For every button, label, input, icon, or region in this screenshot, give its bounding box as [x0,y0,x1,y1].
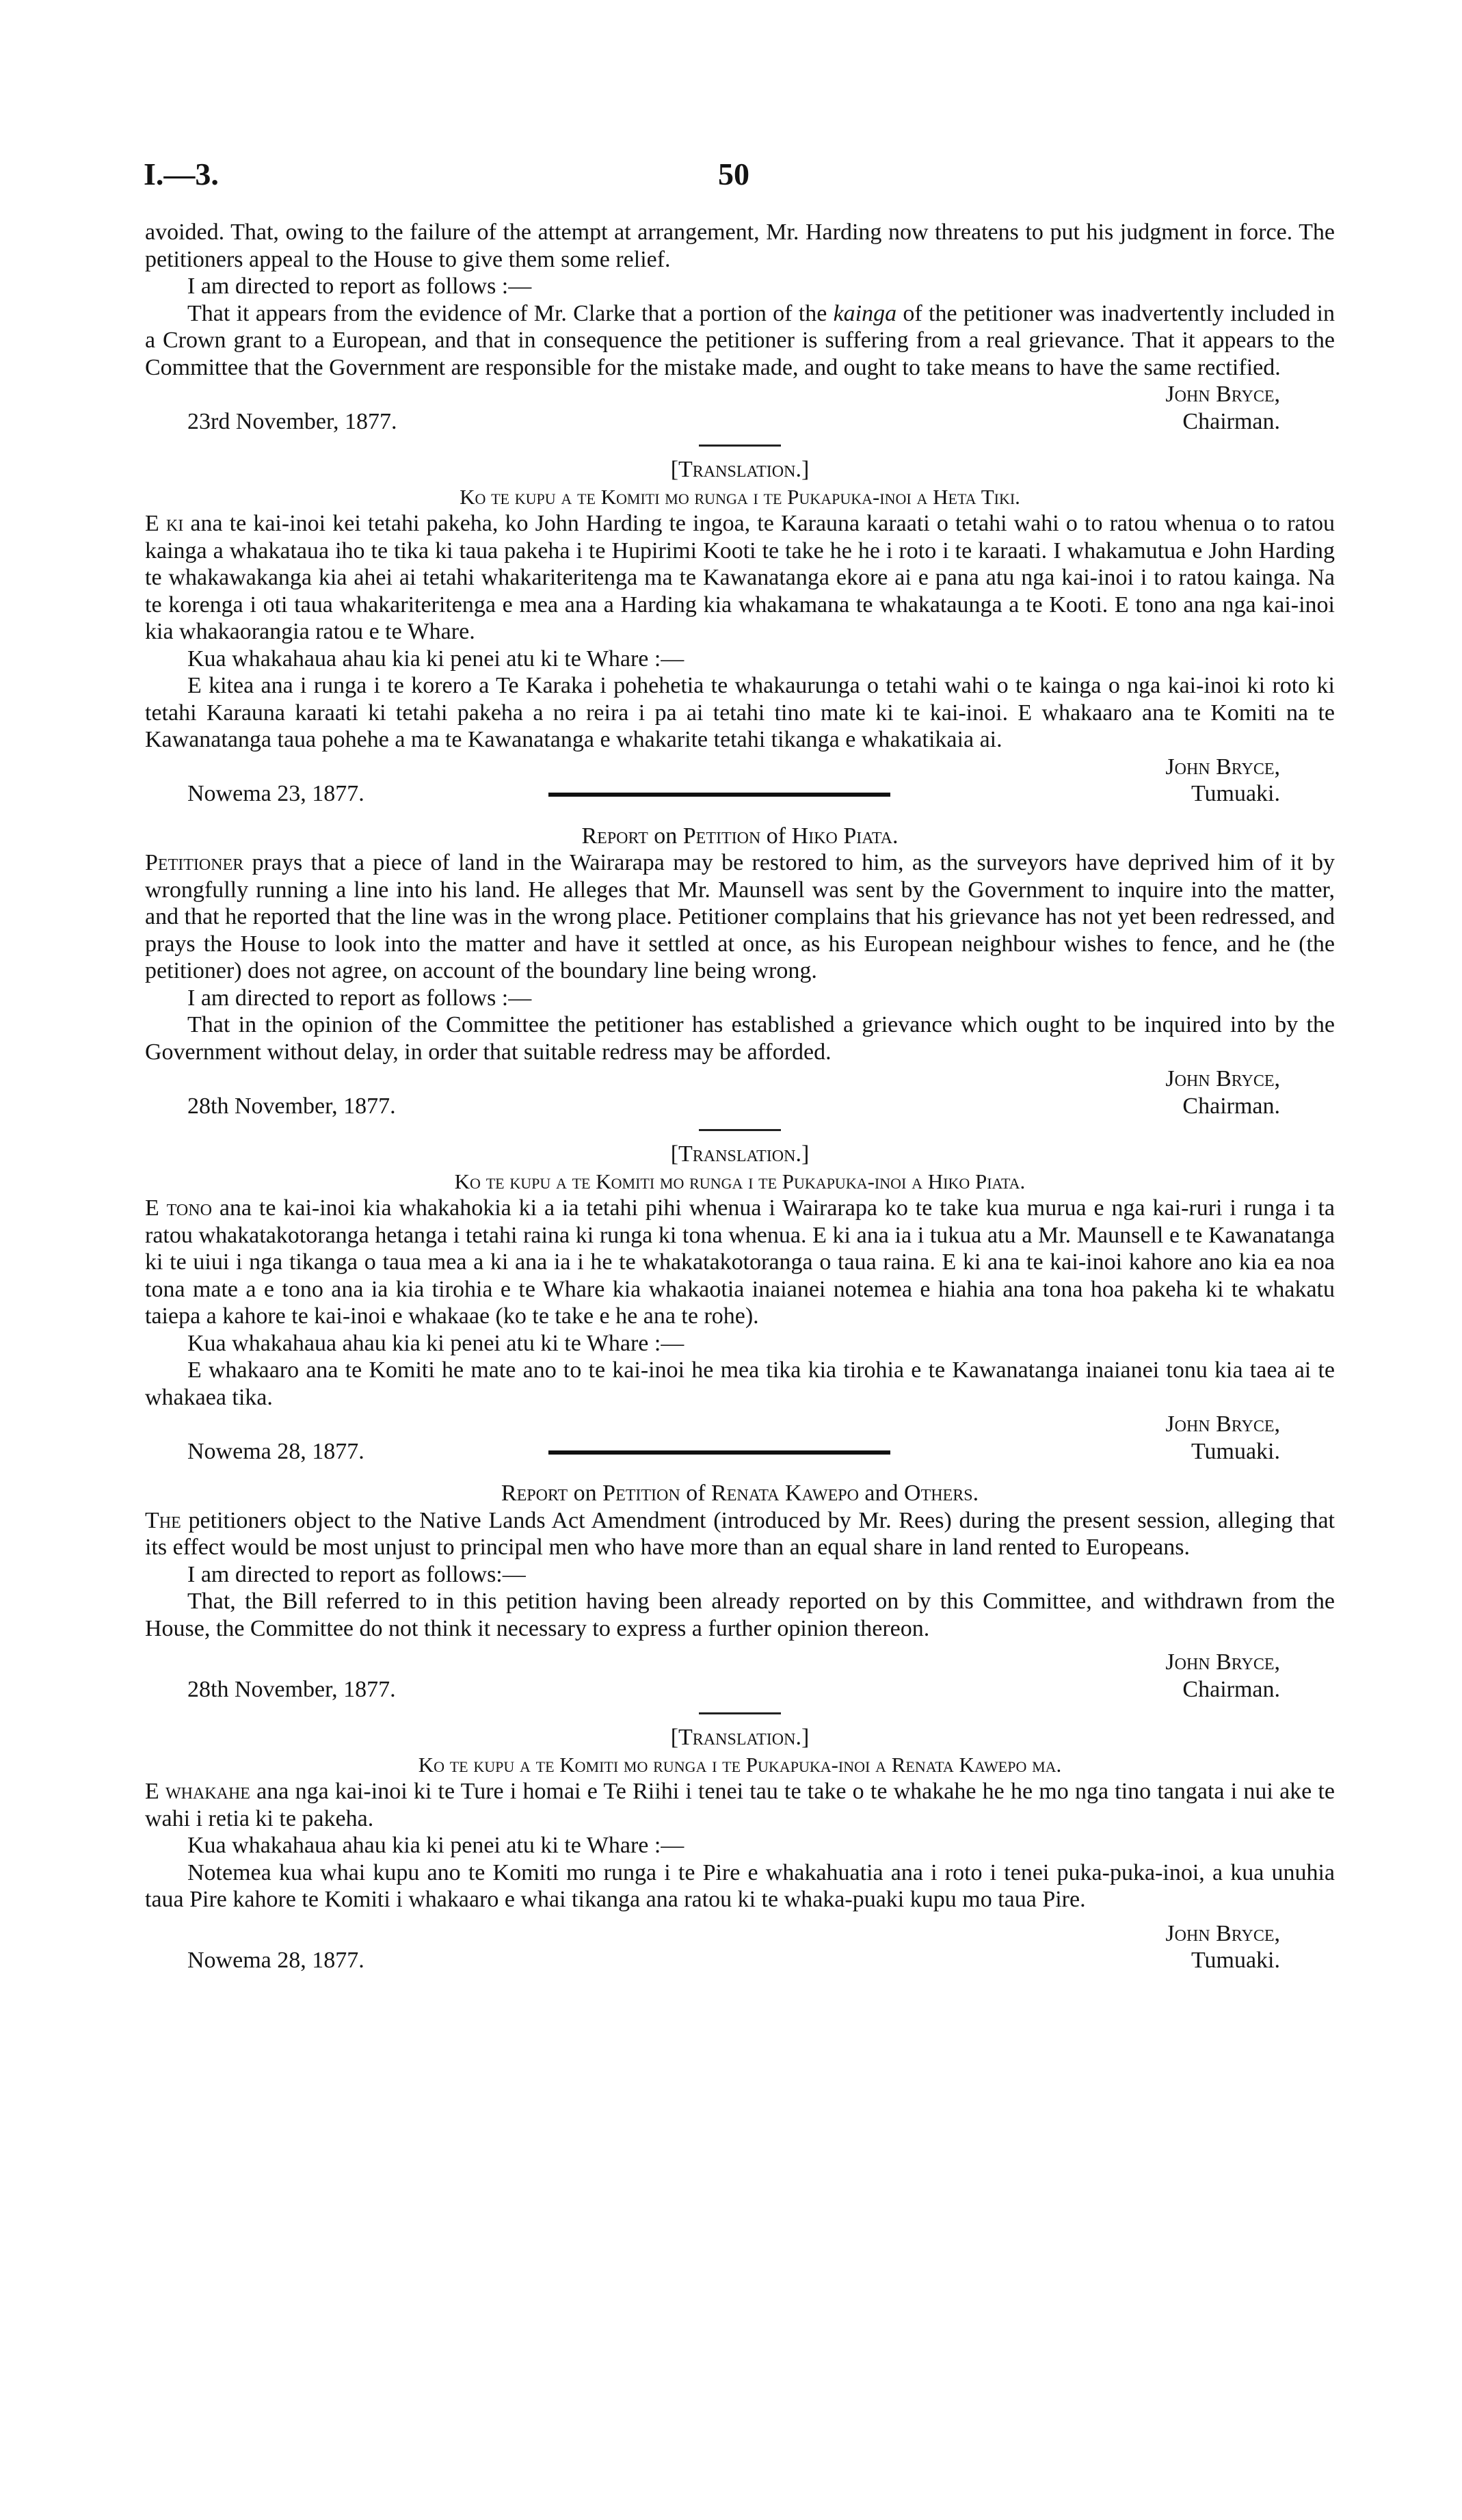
sec4-finding: E whakaaro ana te Komiti he mate ano to te kai-inoi he mea tika kia tirohia e te Kawanatanga inaianei tonu kia taea ai te whakaea tika. [145,1357,1335,1410]
report-date: Nowema 28, 1877. [187,1438,364,1464]
report-date: 23rd November, 1877. [187,408,397,434]
sec6-finding: Notemea kua whai kupu ano te Komiti mo runga i te Pire e whakahuatia ana i roto i tenei puka-puka-inoi, a kua unuhia taua Pire kahore te Komiti i whakaaro e whai tikanga ana ratou ki te whaka-puaki kupu mo taua Pire. [145,1859,1335,1912]
sec3-para: Petitioner prays that a piece of land in the Wairarapa may be restored to him, as the surveyors have deprived him of it by wrongfully running a line into his land. He alleges that Mr. Maunsell was sent by the Government to inquire into the matter, and that he reported that the line was in the wrong place. Petitioner complains that his grievance has not yet been redressed, and prays the House to look into the matter and have it settled at once, as his European neighbour wishes to fence, and he (the petitioner) does not agree, on account of the boundary line being wrong. [145,850,1335,983]
sec4-para: E tono ana te kai-inoi kia whakahokia ki a ia tetahi pihi whenua i Wairarapa ko te take kua murua e nga kai-ruri i runga i ta ratou whakatakotoranga hetanga i tetahi raina ki runga ki tona whenua. E ki ana ia i tukua atu a Mr. Maunsell e te Kawanatanga ki te uiui i nga tikanga o taua mea a ki ana ia i he te whakatakotoranga o taua raina. E ki ana te kai-inoi kahore ano kia ea noa tona mate a e tono ana ia kia tirohia e te Whare kia whakaotia inaianei notemea e hiahia ana tona hoa pakeha ki te whakatu taiepa a kahore te kai-inoi e whakaae (ko te take e he ana te rohe). [145,1195,1335,1329]
sec1-finding: That it appears from the evidence of Mr. Clarke that a portion of the kainga of the petitioner was inadvertently included in a Crown grant to a European, and that in consequence the petitioner is suffering from a real grievance. That it appears to the Committee that the Government are responsible for the mistake made, and ought to take means to have the same rectified. [145,300,1335,380]
parliamentary-paper-ref: I.—3. [144,157,219,191]
signatory-role: Chairman. [1182,1676,1280,1702]
section-divider-short [699,1712,781,1714]
signature: John Bryce, [1165,1066,1280,1091]
sec4-directed: Kua whakahaua ahau kia ki penei atu ki te Whare :— [187,1330,685,1356]
translation-heading: Ko te kupu a te Komiti mo runga i te Pukapuka-inoi a Heta Tiki. [460,484,1020,509]
sec2-finding: E kitea ana i runga i te korero a Te Karaka i pohehetia te whakaurunga o tetahi wahi o te kainga o nga kai-inoi ki roto ki tetahi Karauna karaati ki tetahi pakeha a no reira i pa ai tetahi tino mate ki te kai-inoi. E whakaaro ana te Komiti na te Kawanatanga taua pohehe a ma te Kawanatanga e whakarite tetahi tikanga e whakatikaia ai. [145,673,1335,752]
sec3-finding: That in the opinion of the Committee the petitioner has established a grievance which ought to be inquired into by the Government without delay, in order that suitable redress may be afforded. [145,1012,1335,1065]
sec1-para: avoided. That, owing to the failure of the attempt at arrangement, Mr. Harding now threatens to put his judgment in force. The petitioners appeal to the House to give them some relief. [145,220,1335,272]
sec2-directed: Kua whakahaua ahau kia ki penei atu ki te Whare :— [187,646,685,672]
sec3-directed: I am directed to report as follows :— [187,985,532,1011]
translation-heading: Ko te kupu a te Komiti mo runga i te Pukapuka-inoi a Renata Kawepo ma. [418,1752,1062,1777]
sec4-signature-row [145,1411,1335,1438]
sec3-date-row [145,1093,1335,1120]
report-title: Report on Petition of Hiko Piata. [581,823,899,849]
translation-heading: Ko te kupu a te Komiti mo runga i te Pukapuka-inoi a Hiko Piata. [454,1169,1026,1193]
sec5-date-row [145,1676,1335,1703]
report-date: Nowema 28, 1877. [187,1948,364,1973]
page-number: 50 [718,157,749,191]
section-divider-short [699,1129,781,1131]
sec1-directed: I am directed to report as follows :— [187,274,532,299]
signatory-role: Chairman. [1182,1093,1280,1119]
report-date: Nowema 23, 1877. [187,781,364,806]
signature: John Bryce, [1165,1920,1280,1946]
signature: John Bryce, [1165,754,1280,780]
sec5-signature-row [145,1649,1335,1676]
sec6-date-row [145,1947,1335,1974]
signatory-role: Tumuaki. [1191,1438,1280,1464]
section-divider-short [699,445,781,447]
translation-label: [Translation.] [670,457,810,482]
section-divider-long [548,1450,890,1455]
sec1-date-row [145,408,1335,436]
sec6-signature-row [145,1920,1335,1948]
signature: John Bryce, [1165,1411,1280,1437]
signature: John Bryce, [1165,1649,1280,1675]
signatory-role: Chairman. [1182,408,1280,434]
kainga-term: kainga [833,300,897,326]
sec5-directed: I am directed to report as follows:— [187,1561,526,1587]
translation-label: [Translation.] [670,1725,810,1750]
sec5-para: The petitioners object to the Native Lands Act Amendment (introduced by Mr. Rees) during the present session, alleging that its effect would be most unjust to principal men who have more than an equal share in land rented to Europeans. [145,1507,1335,1560]
translation-label: [Translation.] [670,1141,810,1167]
sec6-para: E whakahe ana nga kai-inoi ki te Ture i homai e Te Riihi i tenei tau te take o te whakahe he he mo nga tino tangata i nui ake te wahi i retia ki te pakeha. [145,1779,1335,1831]
document-body [145,219,1335,1974]
sec2-para: E ki ana te kai-inoi kei tetahi pakeha, ko John Harding te ingoa, te Karauna karaati o tetahi wahi o to ratou whenua o to ratou kainga a whakataua iho te tika ki taua pakeha i te Hupirimi Kooti te take he he i roto i te karaati. I whakamutua e John Harding te whakawakanga kia ahei ai tetahi whakariteritenga ma te Kawanatanga ekore ai e pana atu nga kai-inoi i to ratou kainga. Na te korenga i oti taua whakariteritenga e mea ana a Harding kia whakamana te whakataunga a te Kooti. E tono ana nga kai-inoi kia whakaorangia ratou e te Whare. [145,511,1335,644]
sec6-directed: Kua whakahaua ahau kia ki penei atu ki te Whare :— [187,1833,685,1858]
signatory-role: Tumuaki. [1191,1948,1280,1973]
section-divider-long [548,793,890,797]
page-header [0,156,1462,204]
report-date: 28th November, 1877. [187,1093,396,1119]
signatory-role: Tumuaki. [1191,781,1280,806]
report-date: 28th November, 1877. [187,1676,396,1702]
sec2-signature-row [145,754,1335,781]
sec3-signature-row [145,1065,1335,1093]
sec2-date-row [145,780,1335,808]
sec4-date-row [145,1438,1335,1465]
report-title: Report on Petition of Renata Kawepo and Others. [501,1481,979,1506]
sec5-finding: That, the Bill referred to in this petition having been already reported on by this Committee, and withdrawn from the House, the Committee do not think it necessary to express a further opinion thereon. [145,1589,1335,1641]
sec1-signature-row [145,381,1335,408]
signature: John Bryce, [1165,382,1280,407]
